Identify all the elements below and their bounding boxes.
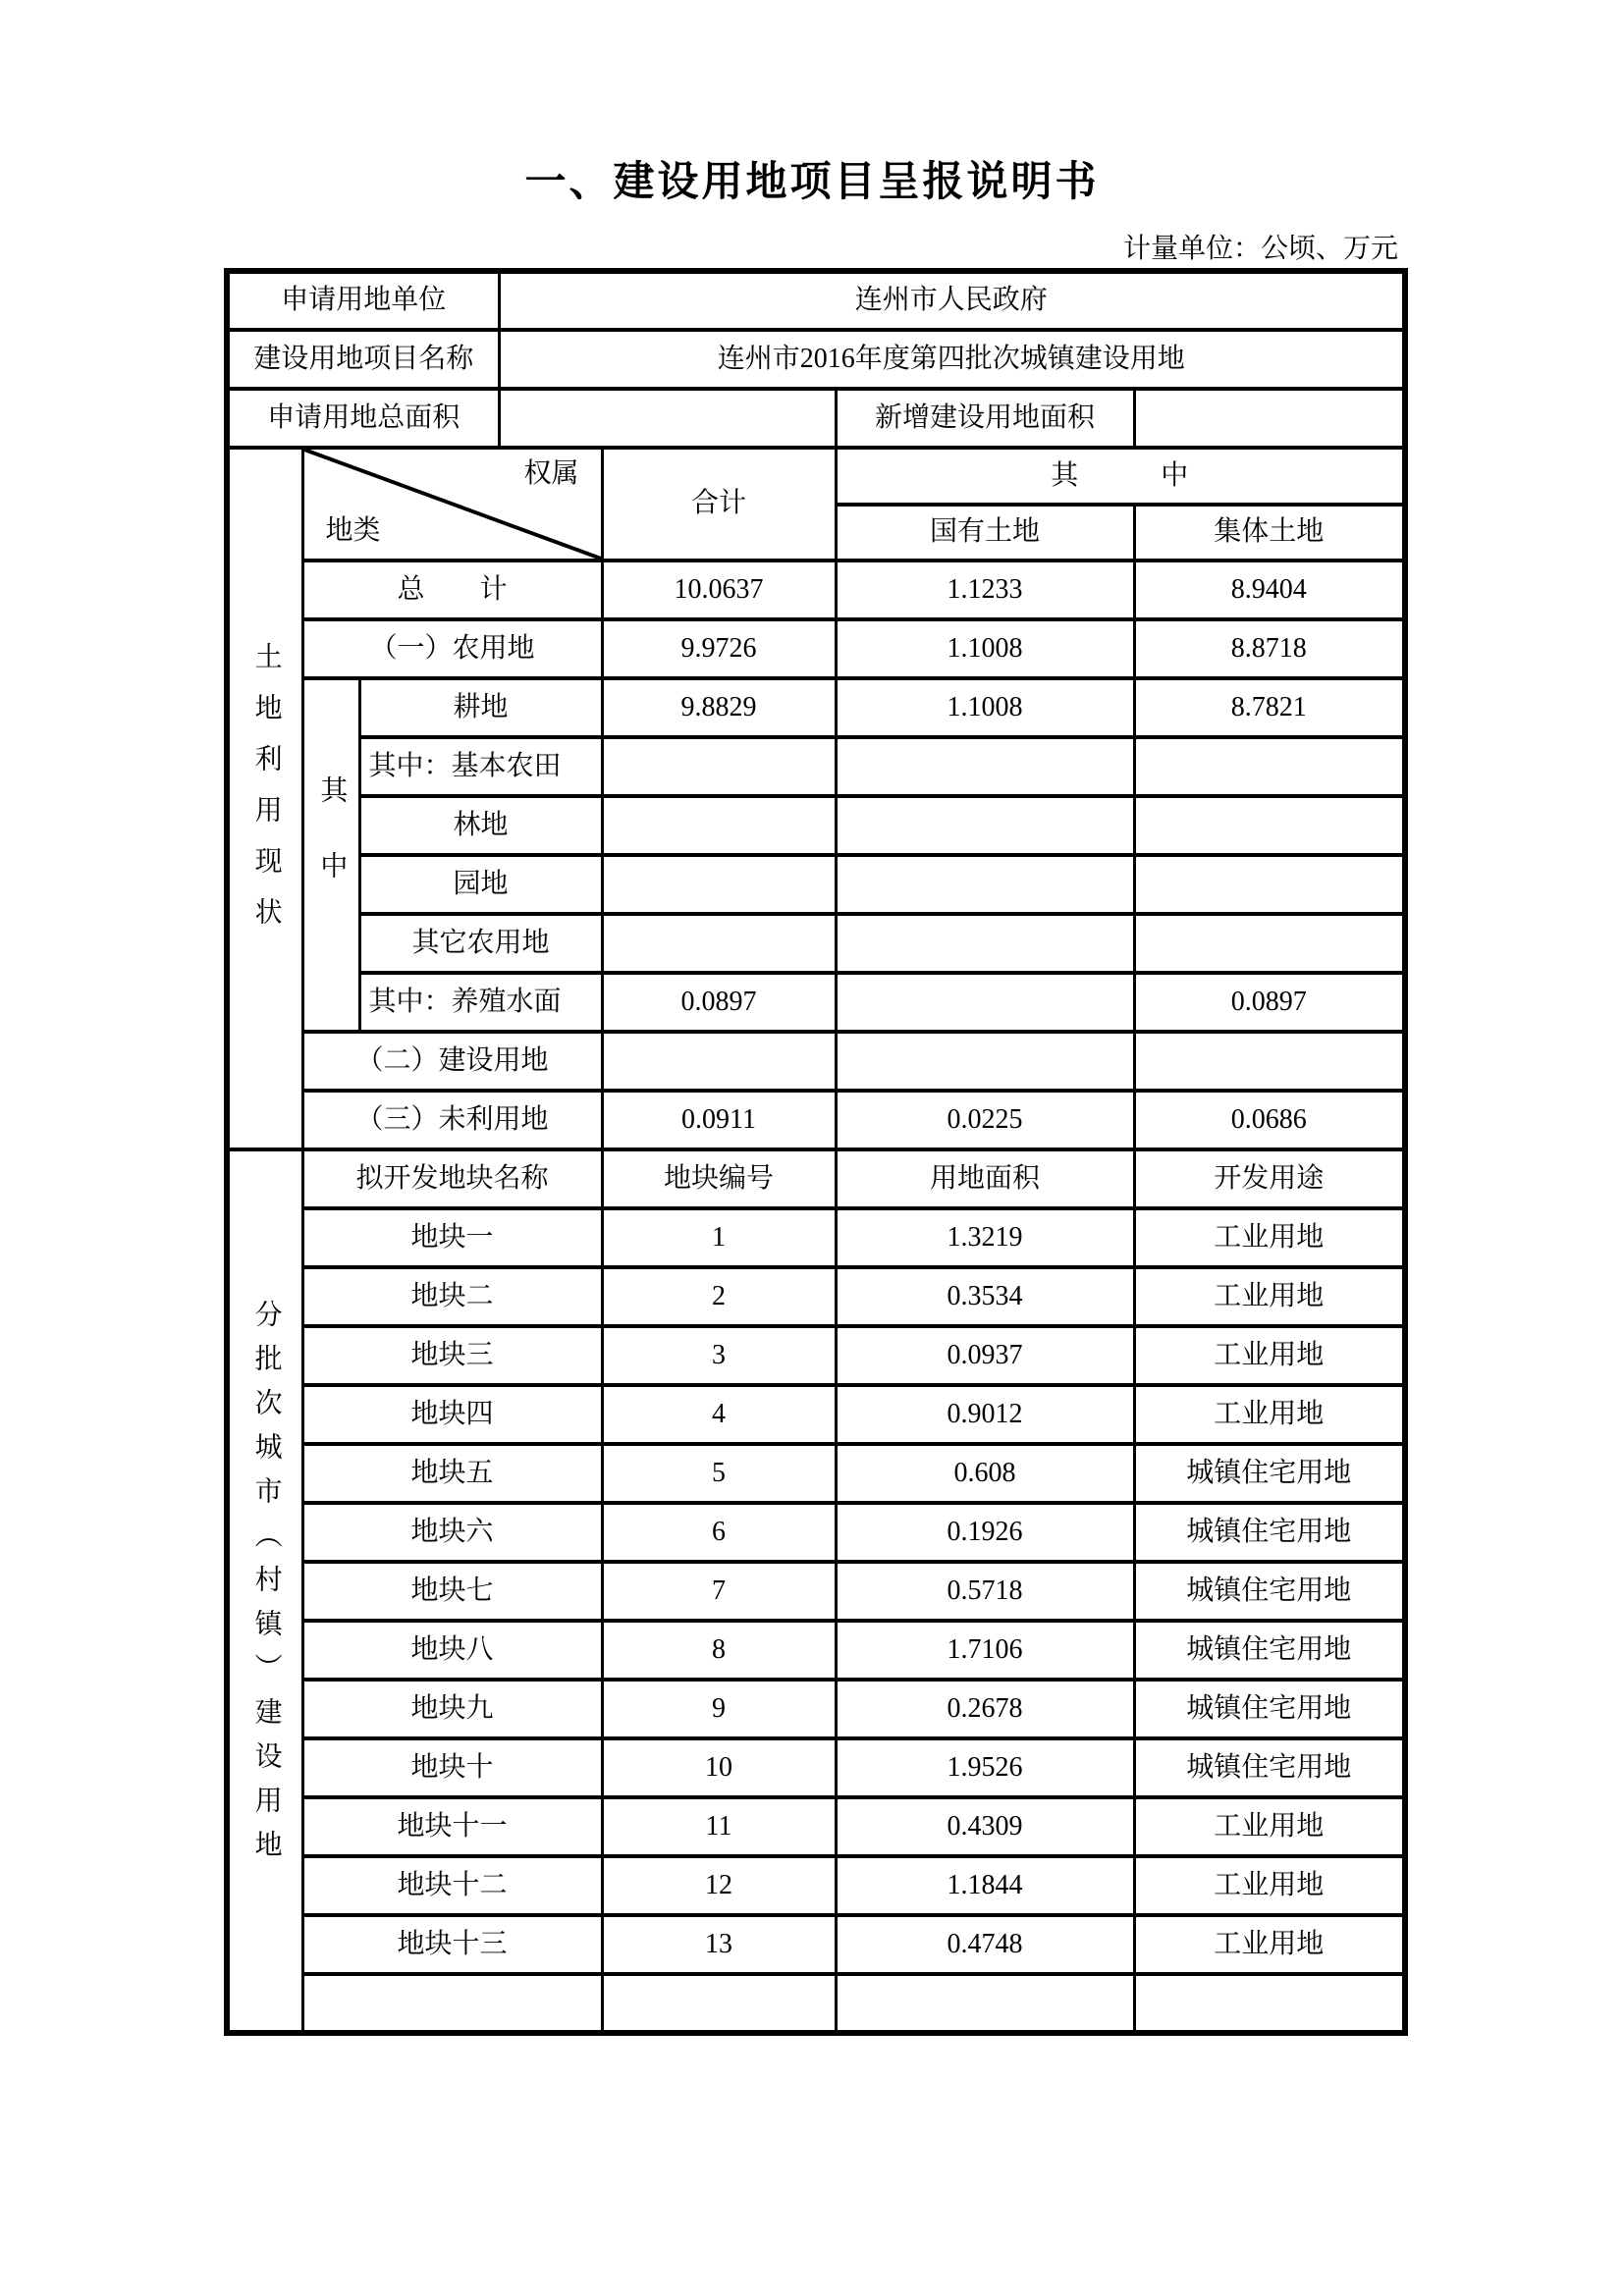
parcel-area: 1.7106 — [836, 1621, 1134, 1680]
inner-group-label: 其中 — [316, 775, 348, 928]
landuse-collective-value — [1134, 855, 1405, 914]
landuse-row-label: （一）农用地 — [302, 619, 602, 678]
parcel-number: 12 — [602, 1856, 836, 1915]
parcel-number: 6 — [602, 1503, 836, 1562]
landuse-total-value — [602, 737, 836, 796]
parcel-number: 1 — [602, 1208, 836, 1267]
landuse-row-label: 其中：基本农田 — [359, 737, 602, 796]
parcel-name — [302, 1974, 602, 2033]
parcel-name: 地块十 — [302, 1738, 602, 1797]
parcel-row — [227, 1562, 1405, 1621]
parcel-number: 3 — [602, 1326, 836, 1385]
info-row-project — [227, 330, 1405, 389]
landuse-row-label: （三）未利用地 — [302, 1091, 602, 1149]
parcel-row — [227, 1385, 1405, 1444]
parcel-use: 城镇住宅用地 — [1134, 1738, 1405, 1797]
landuse-total-value — [602, 796, 836, 855]
landuse-row-construction — [227, 1032, 1405, 1091]
parcel-use: 城镇住宅用地 — [1134, 1621, 1405, 1680]
landuse-row-label: 其中：养殖水面 — [359, 973, 602, 1032]
landuse-state-value: 1.1008 — [836, 678, 1134, 737]
landuse-state-value: 1.1233 — [836, 561, 1134, 619]
parcel-area: 0.5718 — [836, 1562, 1134, 1621]
landuse-collective-value — [1134, 796, 1405, 855]
landuse-section-label-cell — [227, 448, 302, 1149]
parcels-section-label: 分批次城市（村镇）建设用地 — [250, 1300, 282, 1875]
parcel-area: 0.0937 — [836, 1326, 1134, 1385]
landuse-total-value: 10.0637 — [602, 561, 836, 619]
state-owned-header: 国有土地 — [836, 505, 1134, 561]
parcel-area: 0.608 — [836, 1444, 1134, 1503]
landuse-row-label: 耕地 — [359, 678, 602, 737]
parcel-area: 0.1926 — [836, 1503, 1134, 1562]
parcel-number-header: 地块编号 — [602, 1149, 836, 1208]
landuse-total-value: 0.0897 — [602, 973, 836, 1032]
parcel-row — [227, 1680, 1405, 1738]
landuse-state-value: 0.0225 — [836, 1091, 1134, 1149]
project-name-value: 连州市2016年度第四批次城镇建设用地 — [499, 330, 1405, 389]
parcel-number: 5 — [602, 1444, 836, 1503]
parcel-use — [1134, 1974, 1405, 2033]
landtype-header: 地类 — [325, 515, 381, 547]
parcel-row — [227, 1444, 1405, 1503]
landuse-row-garden — [227, 855, 1405, 914]
landuse-collective-value — [1134, 914, 1405, 973]
parcels-section-label-cell — [227, 1149, 302, 2033]
parcel-name: 地块十二 — [302, 1856, 602, 1915]
parcel-area-header: 用地面积 — [836, 1149, 1134, 1208]
applicant-unit-label: 申请用地单位 — [227, 271, 499, 330]
parcel-number: 7 — [602, 1562, 836, 1621]
page-title: 一、建设用地项目呈报说明书 — [524, 158, 1100, 204]
parcel-name: 地块十三 — [302, 1915, 602, 1974]
landuse-state-value — [836, 1032, 1134, 1091]
parcel-name: 地块一 — [302, 1208, 602, 1267]
total-column-header: 合计 — [602, 448, 836, 561]
landuse-row-aquaculture — [227, 973, 1405, 1032]
parcel-use: 工业用地 — [1134, 1267, 1405, 1326]
info-row-applicant — [227, 271, 1405, 330]
new-area-label: 新增建设用地面积 — [836, 389, 1134, 448]
parcel-use: 城镇住宅用地 — [1134, 1680, 1405, 1738]
diagonal-header-cell — [302, 448, 602, 561]
parcel-number: 4 — [602, 1385, 836, 1444]
landuse-state-value — [836, 796, 1134, 855]
parcel-use: 城镇住宅用地 — [1134, 1503, 1405, 1562]
parcel-area: 1.9526 — [836, 1738, 1134, 1797]
parcel-row — [227, 1621, 1405, 1680]
landuse-total-value — [602, 855, 836, 914]
parcel-name: 地块七 — [302, 1562, 602, 1621]
parcel-area: 0.3534 — [836, 1267, 1134, 1326]
parcel-row — [227, 1856, 1405, 1915]
landuse-row-label: （二）建设用地 — [302, 1032, 602, 1091]
new-area-value — [1134, 389, 1405, 448]
landuse-state-value — [836, 914, 1134, 973]
parcel-name-header: 拟开发地块名称 — [302, 1149, 602, 1208]
subtotal-group-header: 其 中 — [836, 448, 1405, 505]
total-area-value — [499, 389, 836, 448]
landuse-collective-value — [1134, 737, 1405, 796]
parcel-number: 10 — [602, 1738, 836, 1797]
parcel-row — [227, 1208, 1405, 1267]
parcel-name: 地块三 — [302, 1326, 602, 1385]
landuse-state-value: 1.1008 — [836, 619, 1134, 678]
landuse-collective-value — [1134, 1032, 1405, 1091]
total-area-label: 申请用地总面积 — [227, 389, 499, 448]
info-row-area — [227, 389, 1405, 448]
parcel-row — [227, 1797, 1405, 1856]
parcel-name: 地块八 — [302, 1621, 602, 1680]
landuse-total-value: 9.9726 — [602, 619, 836, 678]
landuse-total-value — [602, 914, 836, 973]
landuse-collective-value: 8.7821 — [1134, 678, 1405, 737]
landuse-collective-value: 0.0686 — [1134, 1091, 1405, 1149]
parcels-header-row — [227, 1149, 1405, 1208]
parcel-name: 地块九 — [302, 1680, 602, 1738]
landuse-total-value: 9.8829 — [602, 678, 836, 737]
landuse-state-value — [836, 737, 1134, 796]
parcel-use: 工业用地 — [1134, 1385, 1405, 1444]
parcel-number — [602, 1974, 836, 2033]
parcel-use: 城镇住宅用地 — [1134, 1444, 1405, 1503]
parcel-area — [836, 1974, 1134, 2033]
parcel-use: 工业用地 — [1134, 1856, 1405, 1915]
parcel-number: 13 — [602, 1915, 836, 1974]
parcel-area: 1.3219 — [836, 1208, 1134, 1267]
parcel-area: 0.2678 — [836, 1680, 1134, 1738]
parcel-row-empty — [227, 1974, 1405, 2033]
landuse-row-label: 园地 — [359, 855, 602, 914]
parcel-area: 0.4309 — [836, 1797, 1134, 1856]
parcel-number: 8 — [602, 1621, 836, 1680]
parcel-row — [227, 1915, 1405, 1974]
landuse-collective-value: 0.0897 — [1134, 973, 1405, 1032]
collective-header: 集体土地 — [1134, 505, 1405, 561]
landuse-row-label: 林地 — [359, 796, 602, 855]
landuse-row-unused — [227, 1091, 1405, 1149]
landuse-row-agricultural — [227, 619, 1405, 678]
landuse-total-value — [602, 1032, 836, 1091]
parcel-use: 工业用地 — [1134, 1208, 1405, 1267]
landuse-section-label: 土地利用现状 — [250, 641, 282, 948]
parcel-number: 9 — [602, 1680, 836, 1738]
parcel-use-header: 开发用途 — [1134, 1149, 1405, 1208]
landuse-row-other-agri — [227, 914, 1405, 973]
parcel-name: 地块四 — [302, 1385, 602, 1444]
parcel-number: 2 — [602, 1267, 836, 1326]
land-report-table — [224, 268, 1408, 2036]
landuse-row-cultivated — [227, 678, 1405, 737]
landuse-row-forest — [227, 796, 1405, 855]
parcel-row — [227, 1267, 1405, 1326]
landuse-state-value — [836, 855, 1134, 914]
landuse-total-value: 0.0911 — [602, 1091, 836, 1149]
parcel-row — [227, 1326, 1405, 1385]
project-name-label: 建设用地项目名称 — [227, 330, 499, 389]
landuse-collective-value: 8.8718 — [1134, 619, 1405, 678]
parcel-name: 地块五 — [302, 1444, 602, 1503]
parcel-name: 地块二 — [302, 1267, 602, 1326]
parcel-use: 工业用地 — [1134, 1915, 1405, 1974]
parcel-row — [227, 1738, 1405, 1797]
landuse-header-row-1 — [227, 448, 1405, 505]
parcel-area: 0.9012 — [836, 1385, 1134, 1444]
landuse-state-value — [836, 973, 1134, 1032]
parcel-name: 地块十一 — [302, 1797, 602, 1856]
landuse-row-label: 其它农用地 — [359, 914, 602, 973]
parcel-use: 工业用地 — [1134, 1797, 1405, 1856]
parcel-number: 11 — [602, 1797, 836, 1856]
landuse-row-label: 总 计 — [302, 561, 602, 619]
applicant-unit-value: 连州市人民政府 — [499, 271, 1405, 330]
parcel-use: 城镇住宅用地 — [1134, 1562, 1405, 1621]
measurement-unit-note: 计量单位：公顷、万元 — [1122, 234, 1398, 264]
inner-group-label-cell — [302, 678, 359, 1032]
landuse-collective-value: 8.9404 — [1134, 561, 1405, 619]
parcel-area: 1.1844 — [836, 1856, 1134, 1915]
landuse-row-total — [227, 561, 1405, 619]
parcel-name: 地块六 — [302, 1503, 602, 1562]
parcel-use: 工业用地 — [1134, 1326, 1405, 1385]
ownership-header: 权属 — [523, 458, 579, 489]
parcel-row — [227, 1503, 1405, 1562]
landuse-row-basic-farmland — [227, 737, 1405, 796]
parcel-area: 0.4748 — [836, 1915, 1134, 1974]
